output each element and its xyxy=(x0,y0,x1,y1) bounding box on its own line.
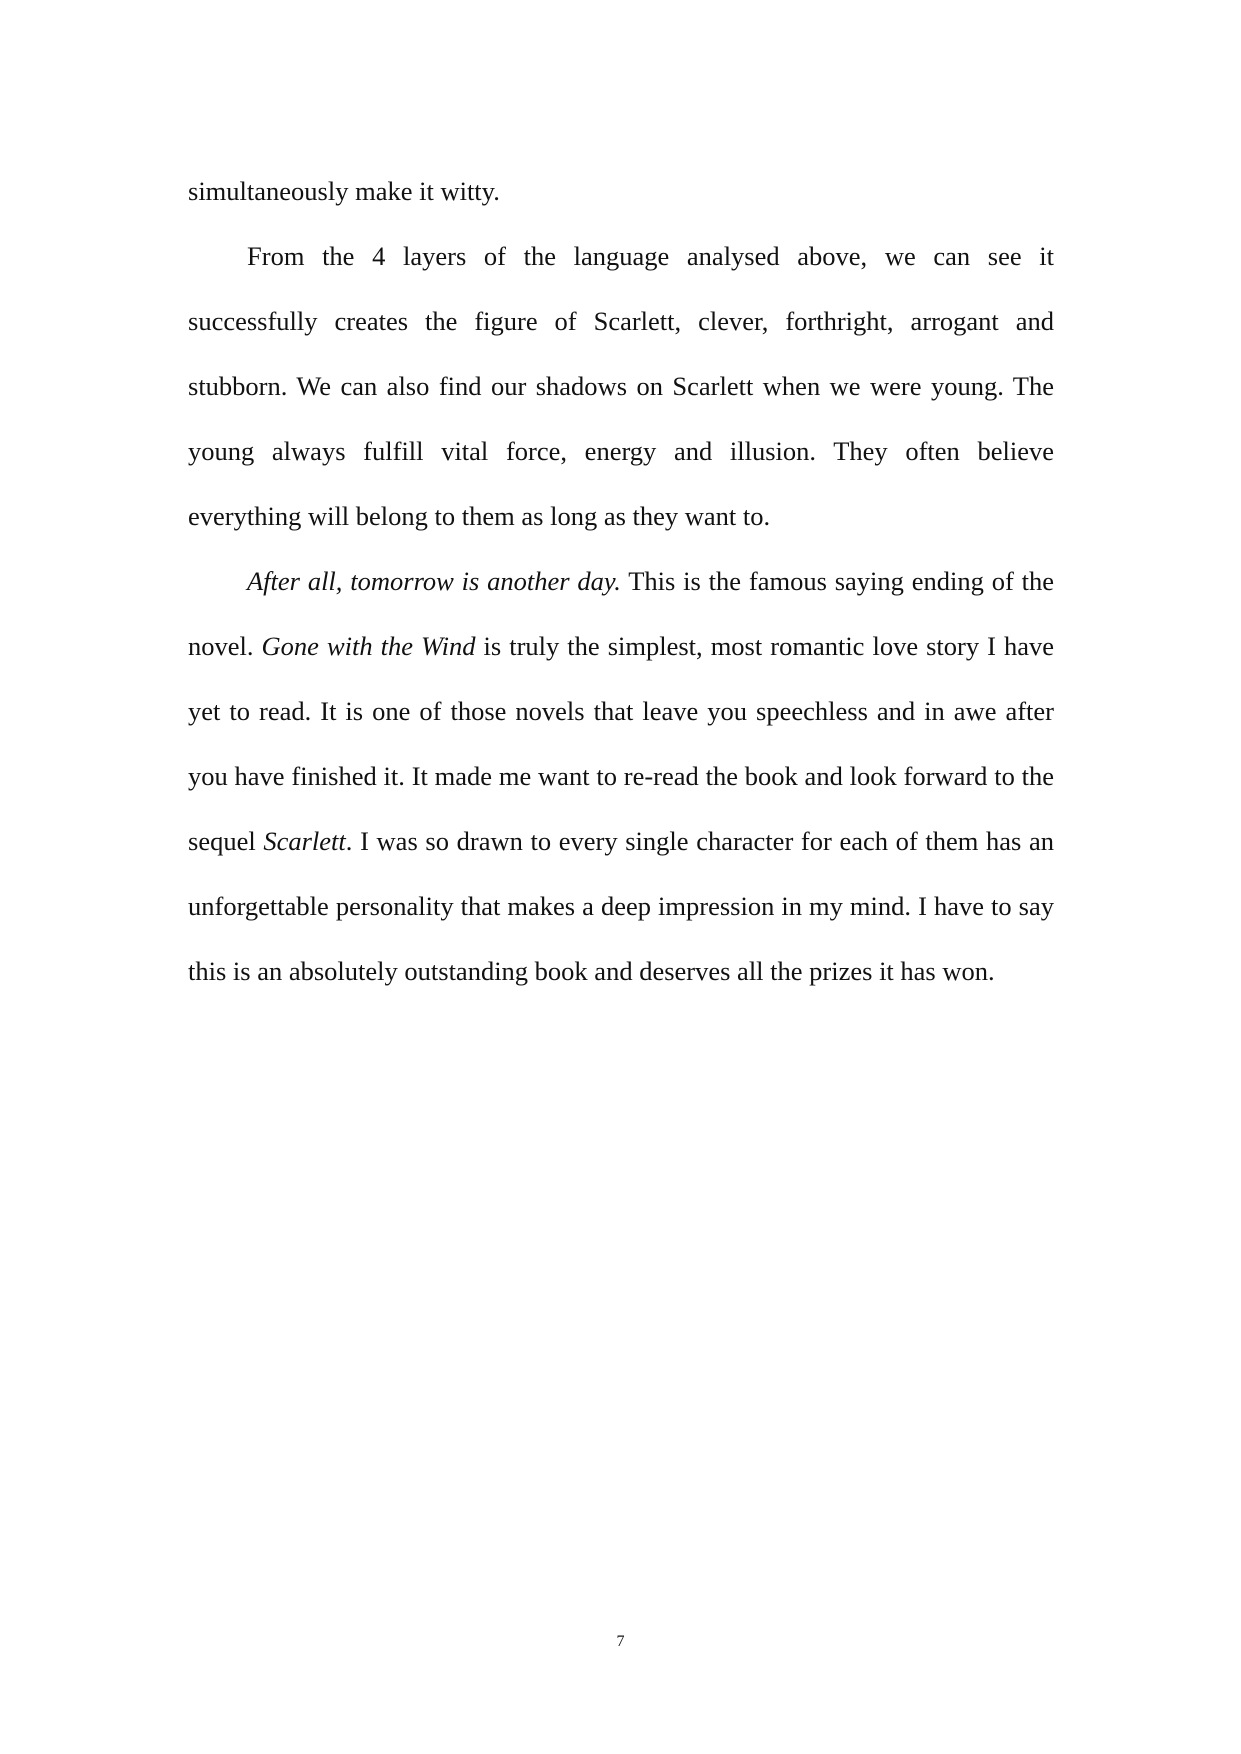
quote-italic: After all, tomorrow is another day. xyxy=(247,566,621,596)
paragraph-analysis-summary xyxy=(188,224,1054,549)
paragraph-continuation xyxy=(188,159,1054,224)
text-segment: From the 4 layers of the language analysed above, we can see it successfully creates the figure of Scarlett, clever, forthright, arrogant and stubborn. We can also find our shadows on Scarlett when we were young. The young always fulfill vital force, energy and illusion. They often believe everything will belong to them as long as they want to. xyxy=(188,241,1054,531)
text-segment: simultaneously make it witty. xyxy=(188,176,500,206)
text-segment: . I was so drawn to every single character for each of them has an unforgettable personality that makes a deep impression in my mind. I have to say this is an absolutely outstanding book and deserves all the prizes it has won. xyxy=(188,826,1054,986)
book-title-italic: Gone with the Wind xyxy=(261,631,476,661)
text-segment: This is the famous saying ending of the novel. xyxy=(188,566,1054,661)
text-segment: is truly the simplest, most romantic love story I have yet to read. It is one of those novels that leave you speechless and in awe after you have finished it. It made me want to re-read the book and look forward to the sequel xyxy=(188,631,1055,856)
sequel-title-italic: Scarlett xyxy=(263,826,346,856)
body-text xyxy=(188,159,1054,1004)
paragraph-conclusion xyxy=(188,549,1054,1004)
page-number: 7 xyxy=(616,1633,625,1650)
